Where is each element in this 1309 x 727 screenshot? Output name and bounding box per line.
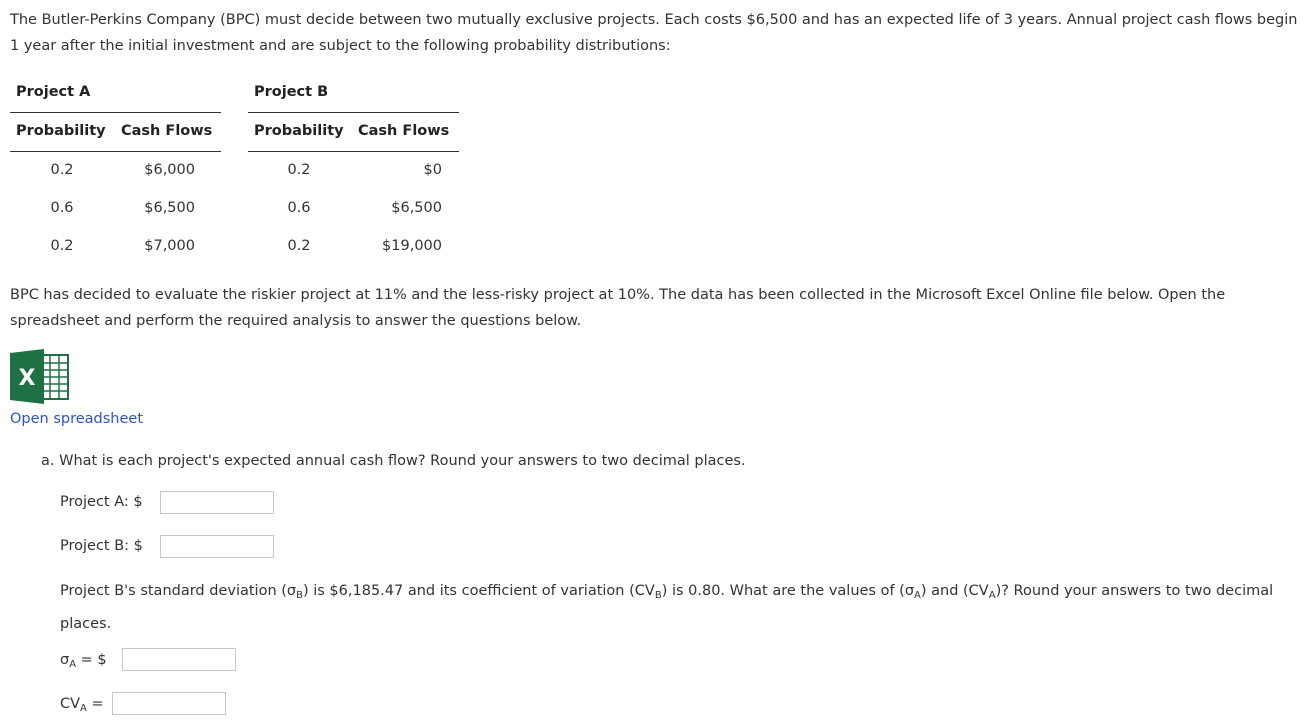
question-a-text: a. What is each project's expected annual cash flow? Round your answers to two decimal places.: [41, 453, 746, 469]
table-cell-cash-flow: $6,000: [144, 162, 195, 178]
table-cell-cash-flow: $7,000: [144, 238, 195, 254]
table-cell-probability: 0.6: [287, 200, 311, 216]
table-cell-cash-flow: $19,000: [382, 238, 442, 254]
column-header-cash-flows: Cash Flows: [358, 123, 450, 139]
question-b-text-part: ) and (CV: [920, 583, 989, 599]
cv-suffix: =: [86, 696, 104, 712]
table-cell-cash-flow: $6,500: [391, 200, 442, 216]
project-b-input[interactable]: [160, 535, 274, 558]
question-b-text-part: ) is $6,185.47 and its coefficient of variation (CV: [302, 583, 655, 599]
sigma-a-input[interactable]: [122, 648, 236, 671]
column-header-probability: Probability: [254, 123, 344, 139]
column-header-cash-flows: Cash Flows: [121, 123, 213, 139]
subscript: A: [69, 659, 77, 670]
instructions-paragraph: BPC has decided to evaluate the riskier project at 11% and the less-risky project at 10%. The data has been collected in the Microsoft Excel Online file below. Open the spreadsheet and perform the required analysis to answer the questions below.: [10, 287, 1226, 329]
question-b-text-part: )? Round your answers to two decimal places.: [60, 583, 1274, 632]
question-b-text: [60, 577, 1300, 639]
sigma-a-label: [60, 652, 107, 670]
subscript: B: [296, 590, 303, 601]
table-rule: [10, 112, 221, 113]
table-cell-probability: 0.2: [50, 162, 74, 178]
subscript: A: [914, 590, 921, 601]
table-cell-cash-flow: $0: [423, 162, 442, 178]
column-header-probability: Probability: [16, 123, 106, 139]
table-cell-probability: 0.2: [287, 238, 311, 254]
table-rule: [248, 112, 459, 113]
project-a-label: Project A: $: [60, 494, 143, 510]
svg-text:X: X: [18, 366, 36, 391]
table-cell-probability: 0.2: [50, 238, 74, 254]
subscript: A: [80, 703, 87, 714]
subscript: A: [988, 590, 996, 601]
table-rule: [10, 151, 221, 152]
project-a-input[interactable]: [160, 491, 274, 514]
open-spreadsheet-link[interactable]: Open spreadsheet: [10, 411, 144, 427]
question-b-text-part: Project B's standard deviation (σ: [60, 583, 297, 599]
cv-a-label: [60, 696, 104, 714]
table-title: Project A: [16, 84, 91, 100]
subscript: B: [654, 590, 662, 601]
table-cell-probability: 0.6: [50, 200, 74, 216]
sigma-symbol: σ: [60, 652, 70, 668]
table-rule: [248, 151, 459, 152]
sigma-suffix: = $: [76, 652, 107, 668]
table-cell-probability: 0.2: [287, 162, 311, 178]
table-cell-cash-flow: $6,500: [144, 200, 195, 216]
excel-icon[interactable]: [10, 349, 70, 404]
project-b-label: Project B: $: [60, 538, 143, 554]
question-b-text-part: ) is 0.80. What are the values of (σ: [661, 583, 915, 599]
cv-a-input[interactable]: [112, 692, 226, 715]
table-title: Project B: [254, 84, 329, 100]
intro-paragraph: The Butler-Perkins Company (BPC) must decide between two mutually exclusive projects. Each costs $6,500 and has an expected life of 3 years. Annual project cash flows begin 1 year after the initial investment and are subject to the following probability distributions:: [10, 12, 1298, 54]
cv-symbol: CV: [60, 696, 81, 712]
